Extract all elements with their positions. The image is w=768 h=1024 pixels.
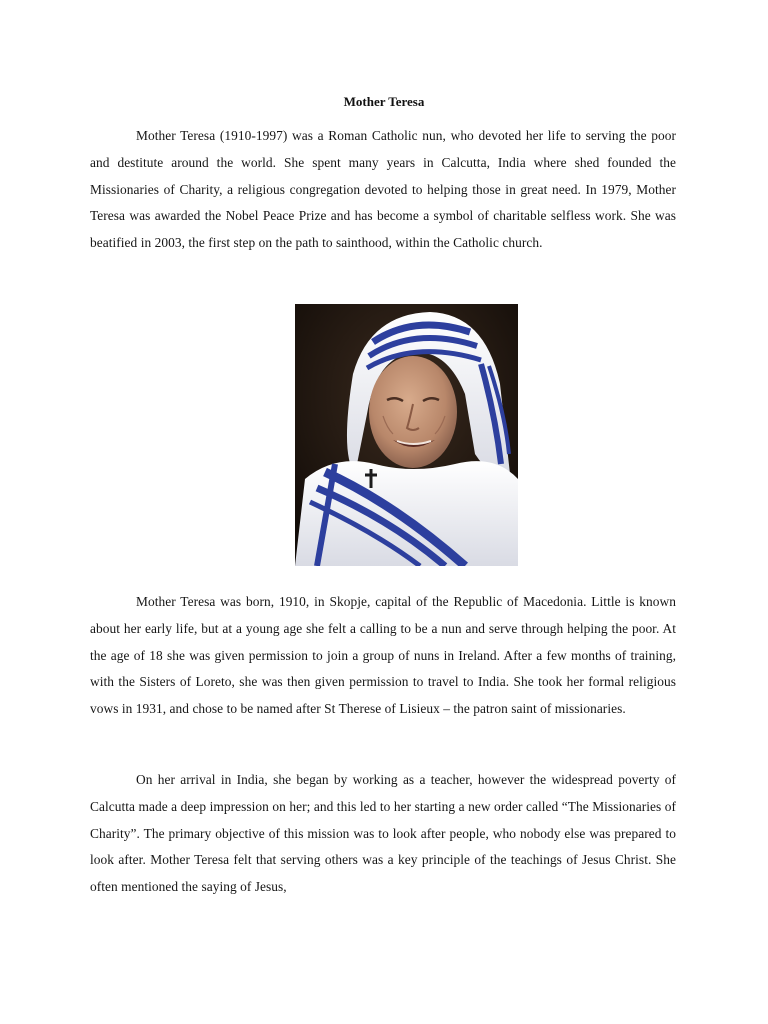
paragraph-early-life: Mother Teresa was born, 1910, in Skopje, capital of the Republic of Macedonia. Little is known about her early life, but at a young age she felt a calling to be a nun and serve through helping the poor. At the age of 18 she was given permission to join a group of nuns in Ireland. After a few months of training, with the Sisters of Loreto, she was then given permission to travel to India. She took her formal religious vows in 1931, and chose to be named after St Therese of Lisieux – the patron saint of missionaries. <box>90 594 676 717</box>
document-title: Mother Teresa <box>343 94 425 109</box>
paragraph-india: On her arrival in India, she began by working as a teacher, however the widespread poverty of Calcutta made a deep impression on her; and this led to her starting a new order called “The Missionaries of Charity”. The primary objective of this mission was to look after people, who nobody else was prepared to look after. Mother Teresa felt that serving others was a key principle of the teachings of Jesus Christ. She often mentioned the saying of Jesus, <box>90 772 676 895</box>
portrait-photo <box>295 304 518 566</box>
paragraph-introduction: Mother Teresa (1910-1997) was a Roman Catholic nun, who devoted her life to serving the poor and destitute around the world. She spent many years in Calcutta, India where shed founded the Missionaries of Charity, a religious congregation devoted to helping those in great need. In 1979, Mother Teresa was awarded the Nobel Peace Prize and has become a symbol of charitable selfless work. She was beatified in 2003, the first step on the path to sainthood, within the Catholic church. <box>90 128 676 251</box>
